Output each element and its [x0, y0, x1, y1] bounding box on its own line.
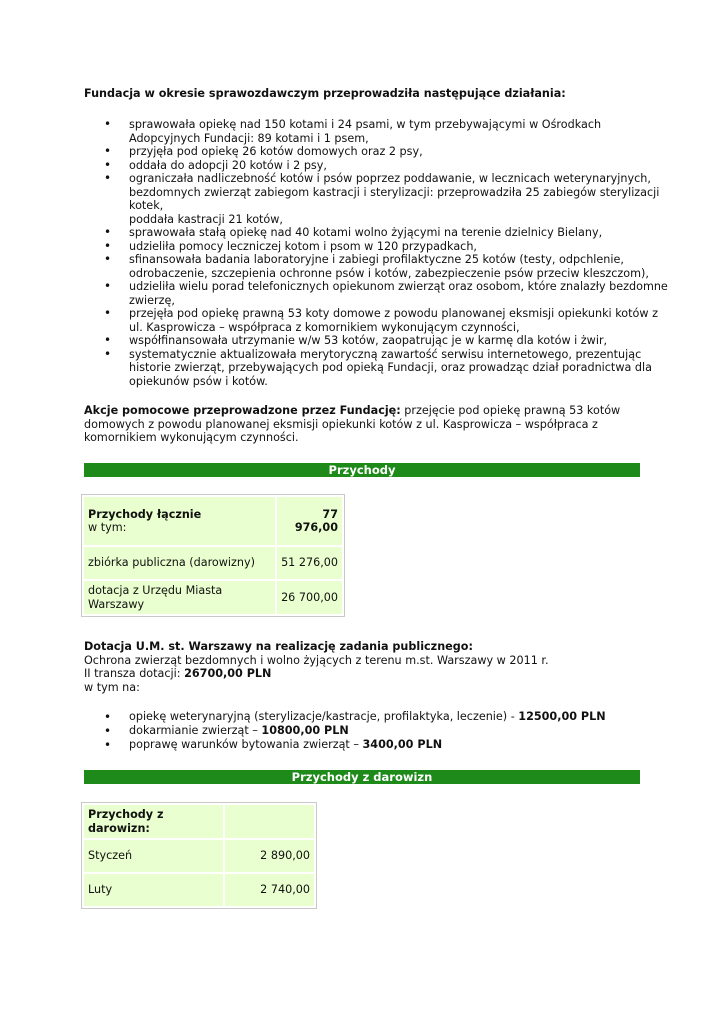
list-item-amount: 3400,00 PLN [362, 738, 443, 751]
header-empty-cell [225, 805, 314, 838]
list-item [84, 253, 684, 280]
list-item-line: bezdomnych zwierząt zabiegom kastracji i sterylizacji: przeprowadziła 25 zabiegów sterylizacji [129, 185, 660, 199]
row-value: 51 276,00 [277, 547, 342, 579]
row-value: 2 890,00 [225, 840, 314, 872]
table-row [84, 840, 314, 872]
list-item [84, 710, 684, 724]
table-row [84, 497, 342, 545]
list-item-text: opiekę weterynaryjną (sterylizacje/kastracje, profilaktyka, leczenie) - [129, 710, 519, 723]
total-value: 77 976,00 [294, 507, 338, 534]
list-item-line: historie zwierząt, przebywających pod opieką Fundacji, oraz prowadząc dział poradnictwa dla [129, 361, 652, 374]
list-item [84, 159, 684, 173]
list-item-line: • udzieliła pomocy leczniczej kotom i psom w 120 przypadkach, [129, 239, 477, 253]
list-item-text: poprawę warunków bytowania zwierząt – [129, 738, 363, 751]
header-text: Przychody z darowizn: [88, 808, 164, 835]
dotacja-text: w tym na: [84, 680, 140, 694]
akcje-text: komornikiem wykonującym czynności. [84, 431, 299, 444]
total-value-cell [277, 497, 342, 545]
list-item [84, 334, 684, 348]
list-item-line: • systematycznie aktualizowała merytoryczną zawartość serwisu internetowego, prezentując [129, 347, 642, 361]
list-item-line: zwierzę, [129, 293, 175, 307]
section-bar-darowizny: Przychody z darowizn [84, 770, 640, 784]
activities-list [84, 118, 684, 388]
list-item-line: ul. Kasprowicza – współpraca z komornikiem wykonującym czynności, [129, 320, 520, 334]
list-item [84, 145, 684, 159]
akcje-text: przejęcie pod opiekę prawną 53 kotów [400, 404, 621, 417]
total-label-cell [84, 497, 275, 545]
list-item-line: • sprawowała stałą opiekę nad 40 kotami wolno żyjącymi na terenie dzielnicy Bielany, [129, 226, 603, 239]
section-bar-przychody: Przychody [84, 463, 640, 477]
row-value: 2 740,00 [225, 874, 314, 906]
list-item-line: • sprawowała opiekę nad 150 kotami i 24 psami, w tym przebywającymi w Ośrodkach [129, 118, 602, 131]
revenue-table [81, 494, 345, 617]
list-item-line: • sfinansowała badania laboratoryjne i zabiegi profilaktyczne 25 kotów (testy, odpchlenie, [129, 253, 624, 266]
section-heading: Fundacja w okresie sprawozdawczym przeprowadziła następujące działania: [84, 87, 566, 100]
list-item [84, 738, 684, 752]
list-item [84, 118, 684, 145]
dotacja-heading: Dotacja U.M. st. Warszawy na realizację zadania publicznego: [84, 640, 473, 653]
list-item-amount: 10800,00 PLN [261, 724, 349, 737]
list-item-line: • przejęła pod opiekę prawną 53 koty domowe z powodu planowanej eksmisji opiekunki kotów z [129, 307, 658, 320]
row-label: Luty [84, 874, 223, 906]
list-item-line: • oddała do adopcji 20 kotów i 2 psy, [129, 158, 327, 172]
list-item-line: • udzieliła wielu porad telefonicznych opiekunom zwierząt oraz osobom, które znalazły bezdomne [129, 280, 668, 293]
donations-table [81, 802, 317, 909]
row-value: 26 700,00 [277, 581, 342, 614]
total-sublabel: w tym: [88, 521, 127, 534]
akcje-paragraph [84, 404, 684, 445]
list-item-line: odrobaczenie, szczepienia ochronne psów i kotów, zabezpieczenie psów przeciw kleszczom), [129, 266, 649, 280]
list-item [84, 226, 684, 240]
total-label: Przychody łącznie [88, 507, 202, 521]
list-item [84, 280, 684, 307]
list-item-line: kotek, [129, 199, 164, 212]
dotacja-text: II transza dotacji: [84, 667, 185, 680]
list-item-line: Adopcyjnych Fundacji: 89 kotami i 1 psem, [129, 131, 369, 145]
table-row [84, 874, 314, 906]
header-label [84, 805, 223, 838]
list-item-line: opiekunów psów i kotów. [129, 374, 268, 388]
row-label: dotacja z Urzędu Miasta Warszawy [84, 581, 275, 614]
dotacja-list [84, 710, 684, 752]
list-item-line: • przyjęła pod opiekę 26 kotów domowych oraz 2 psy, [129, 145, 423, 158]
dotacja-paragraph [84, 640, 684, 694]
table-row [84, 547, 342, 579]
list-item-line: poddała kastracji 21 kotów, [129, 212, 283, 226]
list-item-line: • ograniczała nadliczebność kotów i psów poprzez poddawanie, w lecznicach weterynaryjnych, [129, 172, 651, 185]
list-item-line: • współfinansowała utrzymanie w/w 53 kotów, zaopatrując je w karmę dla kotów i żwir, [129, 334, 608, 347]
row-label: zbiórka publiczna (darowizny) [84, 547, 275, 579]
table-row [84, 581, 342, 614]
list-item [84, 348, 684, 389]
akcje-text: domowych z powodu planowanej eksmisji opiekunki kotów z ul. Kasprowicza – współpraca z [84, 417, 598, 431]
akcje-label: Akcje pomocowe przeprowadzone przez Fundację: [84, 404, 401, 417]
list-item [84, 307, 684, 334]
list-item-amount: 12500,00 PLN [518, 710, 606, 723]
table-row [84, 805, 314, 838]
list-item-text: dokarmianie zwierząt – [129, 724, 262, 737]
dotacja-amount: 26700,00 PLN [184, 667, 272, 680]
list-item [84, 724, 684, 738]
list-item [84, 172, 684, 226]
list-item [84, 240, 684, 254]
row-label: Styczeń [84, 840, 223, 872]
dotacja-text: Ochrona zwierząt bezdomnych i wolno żyjących z terenu m.st. Warszawy w 2011 r. [84, 653, 549, 667]
